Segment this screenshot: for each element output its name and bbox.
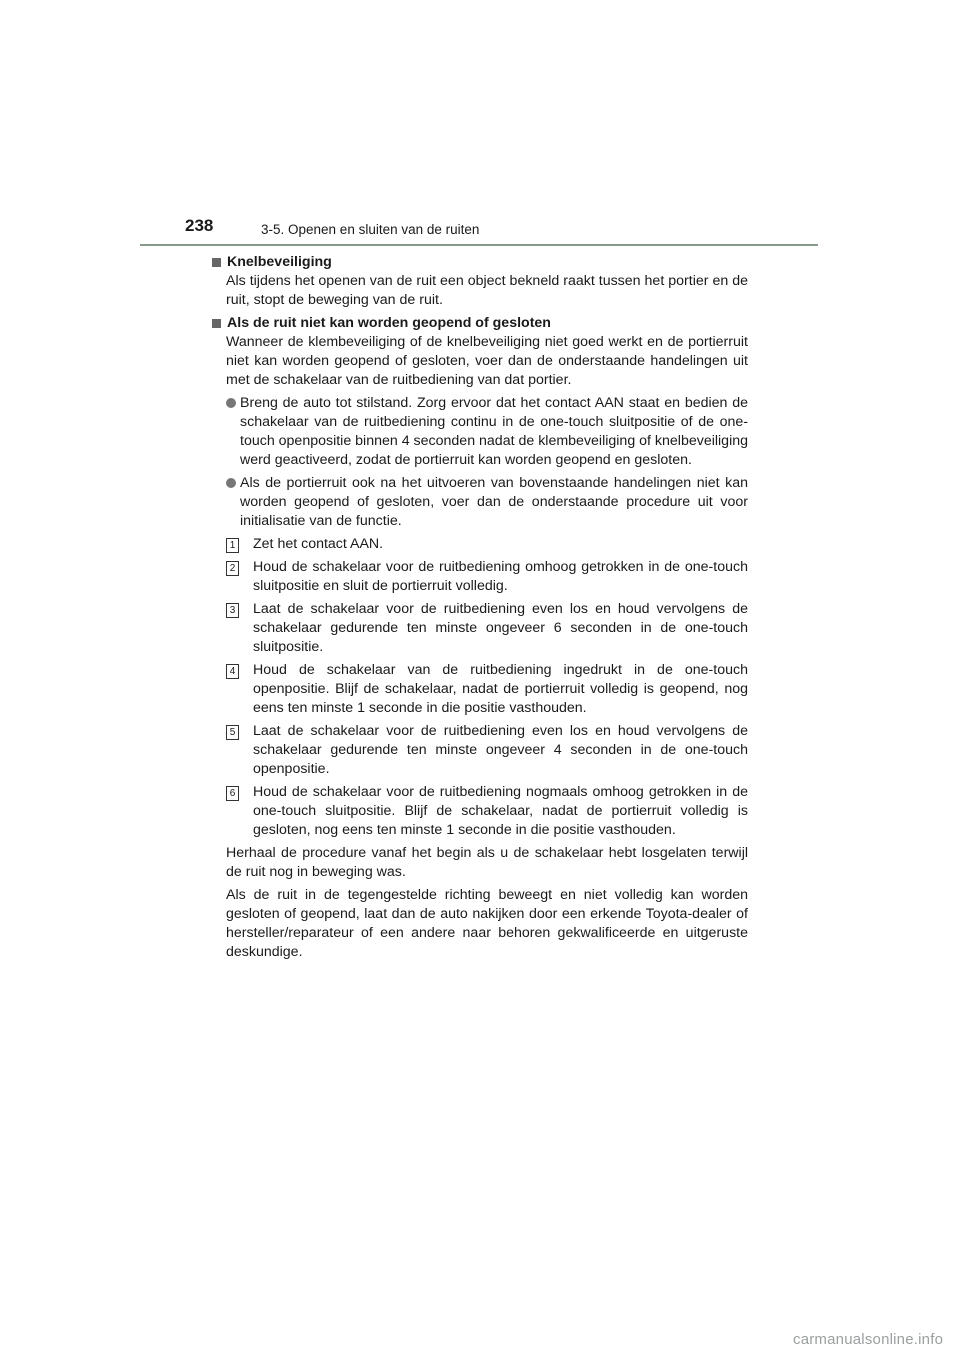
step-number: 4 — [226, 664, 239, 679]
round-bullet-icon — [226, 398, 236, 408]
step-item — [226, 783, 748, 840]
step-text: Houd de schakelaar voor de ruitbediening nogmaals omhoog getrokken in de one-touch sluitpositie. Blijf de schakelaar, nadat de portierruit volledig is gesloten, nog eens ten minste 1 seconde in die positie vasthouden. — [253, 784, 748, 838]
paragraph: Wanneer de klembeveiliging of de knelbeveiliging niet goed werkt en de portierruit niet kan worden geopend of gesloten, voer dan de onderstaande handelingen uit met de schakelaar van de ruitbediening van dat portier. — [226, 334, 748, 388]
round-bullet-icon — [226, 478, 236, 488]
step-number: 6 — [226, 786, 239, 801]
paragraph: Herhaal de procedure vanaf het begin als u de schakelaar hebt losgelaten terwijl de ruit nog in beweging was. — [226, 845, 748, 880]
page-number: 238 — [185, 216, 214, 235]
bullet-text: Breng de auto tot stilstand. Zorg ervoor dat het contact AAN staat en bedien de schakelaar van de ruitbediening continu in de one-touch sluitpositie of de one-touch openpositie binnen 4 seconden nadat de klembeveiliging of knelbeveiliging werd geactiveerd, zodat de portierruit kan worden geopend en gesloten. — [240, 395, 748, 468]
step-text: Laat de schakelaar voor de ruitbediening even los en houd vervolgens de schakelaar gedurende ten minste ongeveer 6 seconden in de one-touch sluitpositie. — [253, 601, 748, 655]
bullet-item — [226, 474, 748, 531]
step-item — [226, 558, 748, 596]
step-text: Laat de schakelaar voor de ruitbediening even los en houd vervolgens de schakelaar gedurende ten minste ongeveer 4 seconden in de one-touch openpositie. — [253, 723, 748, 777]
step-item — [226, 722, 748, 779]
section-heading — [210, 314, 748, 333]
header-divider — [140, 244, 818, 246]
paragraph: Als de ruit in de tegengestelde richting beweegt en niet volledig kan worden gesloten of geopend, laat dan de auto nakijken door een erkende Toyota-dealer of hersteller/reparateur of een andere naar behoren gekwalificeerde en uitgeruste deskundige. — [226, 887, 748, 960]
chapter-title: 3-5. Openen en sluiten van de ruiten — [261, 222, 480, 237]
bullet-item — [226, 394, 748, 470]
bullet-text: Als de portierruit ook na het uitvoeren van bovenstaande handelingen niet kan worden geopend of gesloten, voer dan de onderstaande procedure uit voor initialisatie van de functie. — [240, 475, 748, 529]
heading-text: Als de ruit niet kan worden geopend of gesloten — [227, 315, 551, 331]
step-item — [226, 600, 748, 657]
step-number: 3 — [226, 603, 239, 618]
step-number: 5 — [226, 725, 239, 740]
section-heading — [210, 253, 748, 272]
page-content — [210, 253, 748, 966]
step-text: Houd de schakelaar van de ruitbediening ingedrukt in de one-touch openpositie. Blijf de schakelaar, nadat de portierruit volledig is geopend, nog eens ten minste 1 seconde in die positie vasthouden. — [253, 662, 748, 716]
paragraph: Als tijdens het openen van de ruit een object bekneld raakt tussen het portier en de ruit, stopt de beweging van de ruit. — [226, 273, 748, 308]
step-text: Zet het contact AAN. — [253, 536, 384, 552]
square-bullet-icon — [212, 258, 221, 267]
watermark[interactable]: carmanualsonline.info — [793, 1331, 944, 1348]
heading-text: Knelbeveiliging — [227, 254, 332, 270]
step-item — [226, 661, 748, 718]
step-number: 2 — [226, 561, 239, 576]
step-item — [226, 535, 748, 554]
page-header — [140, 216, 818, 246]
step-text: Houd de schakelaar voor de ruitbediening omhoog getrokken in de one-touch sluitpositie en sluit de portierruit volledig. — [253, 559, 748, 594]
step-number: 1 — [226, 538, 239, 553]
square-bullet-icon — [212, 319, 221, 328]
